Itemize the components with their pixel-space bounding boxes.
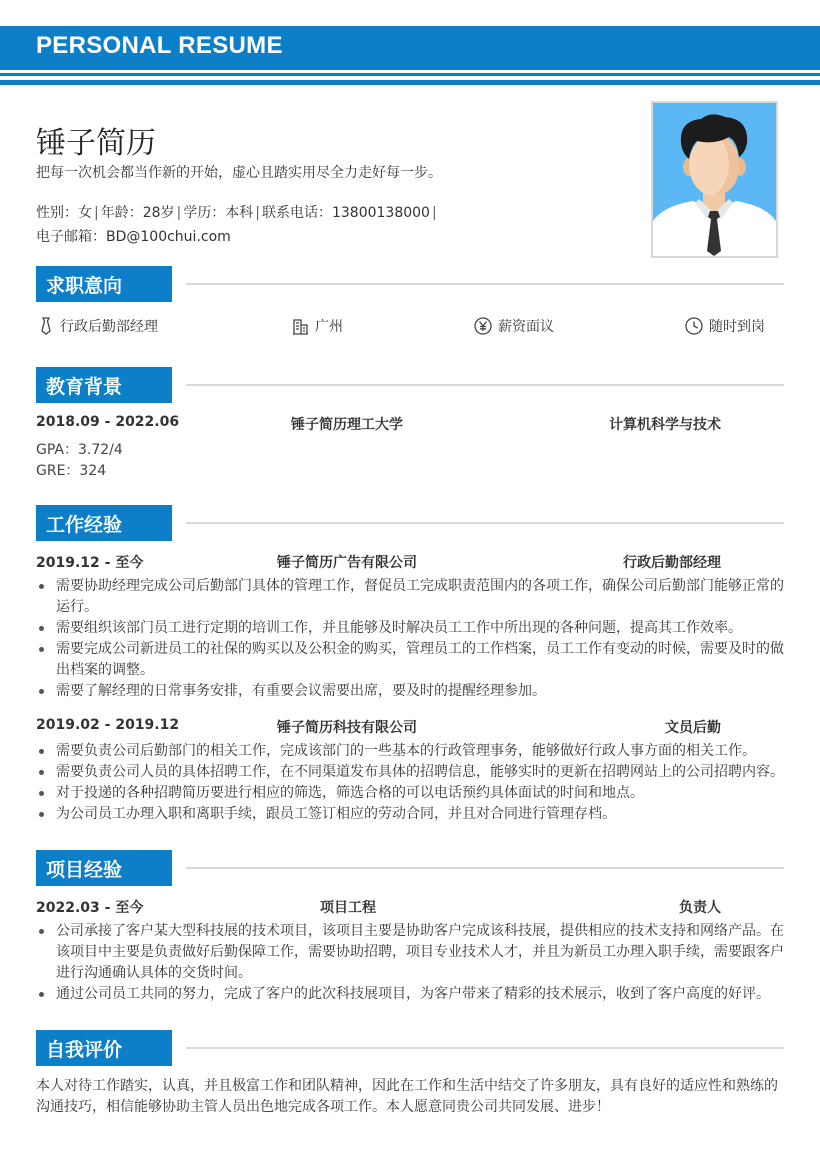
section-title: 工作经验 <box>46 514 123 536</box>
education-major: 计算机科学与技术 <box>609 417 721 433</box>
intent-position <box>38 316 158 336</box>
section-title: 自我评价 <box>46 1039 123 1061</box>
profile-motto: 把每一次机会都当作新的开始，虚心且踏实用尽全力走好每一步。 <box>36 165 442 181</box>
section-chevron-icon <box>154 1030 174 1066</box>
project-period: 2022.03 - 至今 <box>36 900 144 916</box>
list-item: 需要协助经理完成公司后勤部门具体的管理工作，督促员工完成职责范围内的各项工作，确保公司后勤部门能够正常的运行。 <box>36 576 786 618</box>
list-item: 需要负责公司后勤部门的相关工作，完成该部门的一些基本的行政管理事务，能够做好行政人事方面的相关工作。 <box>36 741 786 762</box>
work-1-duties <box>36 576 786 702</box>
education-gpa: GPA：3.72/4 <box>36 442 123 458</box>
header-divider-thick <box>0 80 820 85</box>
header-bar <box>0 26 820 70</box>
list-item: 对于投递的各种招聘简历要进行相应的筛选，筛选合格的可以电话预约具体面试的时间和地点。 <box>36 783 786 804</box>
intent-city-label: 广州 <box>315 319 343 335</box>
list-item: 公司承接了客户某大型科技展的技术项目，该项目主要是协助客户完成该科技展，提供相应的技术支持和网络产品。在该项目中主要是负责做好后勤保障工作，需要协助招聘，项目专业技术人才，并且为新员工办理入职手续，需要跟客户进行沟通确认具体的交货时间。 <box>36 921 786 984</box>
section-title: 项目经验 <box>46 859 123 881</box>
education-gre: GRE：324 <box>36 463 107 479</box>
profile-email: 电子邮箱：BD@100chui.com <box>36 229 231 245</box>
work-2-role: 文员后勤 <box>665 720 721 736</box>
work-1-company: 锤子简历广告有限公司 <box>277 555 417 571</box>
project-role: 负责人 <box>679 900 721 916</box>
profile-photo <box>651 101 778 258</box>
profile-info-line1: 性别：女 | 年龄：28岁 | 学历：本科 | 联系电话：13800138000 | <box>36 205 437 221</box>
list-item: 为公司员工办理入职和离职手续，跟员工签订相应的劳动合同，并且对合同进行管理存档。 <box>36 804 786 825</box>
work-2-duties <box>36 741 786 825</box>
header-title: PERSONAL RESUME <box>36 32 283 59</box>
section-chevron-icon <box>154 367 174 403</box>
education-school: 锤子简历理工大学 <box>291 417 403 433</box>
section-title: 教育背景 <box>46 376 123 398</box>
list-item: 需要负责公司人员的具体招聘工作，在不同渠道发布具体的招聘信息，能够实时的更新在招聘网站上的公司招聘内容。 <box>36 762 786 783</box>
profile-gender: 性别：女 <box>36 205 92 221</box>
section-header-education <box>36 367 784 403</box>
intent-position-label: 行政后勤部经理 <box>60 319 158 335</box>
section-header-intent <box>36 266 784 302</box>
work-2-company: 锤子简历科技有限公司 <box>277 720 417 736</box>
tie-icon <box>38 317 54 335</box>
profile-info <box>36 201 439 249</box>
list-item: 通过公司员工共同的努力，完成了客户的此次科技展项目，为客户带来了精彩的技术展示，收到了客户高度的好评。 <box>36 984 786 1005</box>
section-header-work <box>36 505 784 541</box>
work-1-role: 行政后勤部经理 <box>623 555 721 571</box>
project-details <box>36 921 786 1005</box>
intent-salary-label: 薪资面议 <box>498 319 554 335</box>
section-title: 求职意向 <box>46 275 123 297</box>
yen-icon <box>474 317 492 335</box>
section-header-self <box>36 1030 784 1066</box>
work-2-period: 2019.02 - 2019.12 <box>36 717 180 733</box>
building-icon <box>292 318 309 335</box>
work-1-period: 2019.12 - 至今 <box>36 555 144 571</box>
self-evaluation-text: 本人对待工作踏实，认真，并且极富工作和团队精神，因此在工作和生活中结交了许多朋友，具有良好的适应性和熟练的沟通技巧，相信能够协助主管人员出色地完成各项工作。本人愿意同贵公司共同发展、进步！ <box>36 1078 778 1115</box>
intent-availability <box>685 316 765 336</box>
avatar-illustration <box>653 103 776 256</box>
clock-icon <box>685 317 703 335</box>
list-item: 需要组织该部门员工进行定期的培训工作，并且能够及时解决员工工作中所出现的各种问题，提高其工作效率。 <box>36 618 786 639</box>
section-header-project <box>36 850 784 886</box>
section-chevron-icon <box>154 266 174 302</box>
section-chevron-icon <box>154 505 174 541</box>
intent-city <box>292 316 343 336</box>
section-chevron-icon <box>154 850 174 886</box>
project-name: 项目工程 <box>320 900 376 916</box>
education-period: 2018.09 - 2022.06 <box>36 414 180 430</box>
profile-phone: 联系电话：13800138000 <box>261 205 430 221</box>
list-item: 需要完成公司新进员工的社保的购买以及公积金的购买，管理员工的工作档案，员工工作有变动的时候，需要及时的做出档案的调整。 <box>36 639 786 681</box>
intent-availability-label: 随时到岗 <box>709 319 765 335</box>
list-item: 需要了解经理的日常事务安排，有重要会议需要出席，要及时的提醒经理参加。 <box>36 681 786 702</box>
profile-age: 年龄：28岁 <box>100 205 175 221</box>
header-divider-thin <box>0 73 820 76</box>
profile-education: 学历：本科 <box>183 205 254 221</box>
profile-name: 锤子简历 <box>36 126 156 161</box>
intent-salary <box>474 316 554 336</box>
